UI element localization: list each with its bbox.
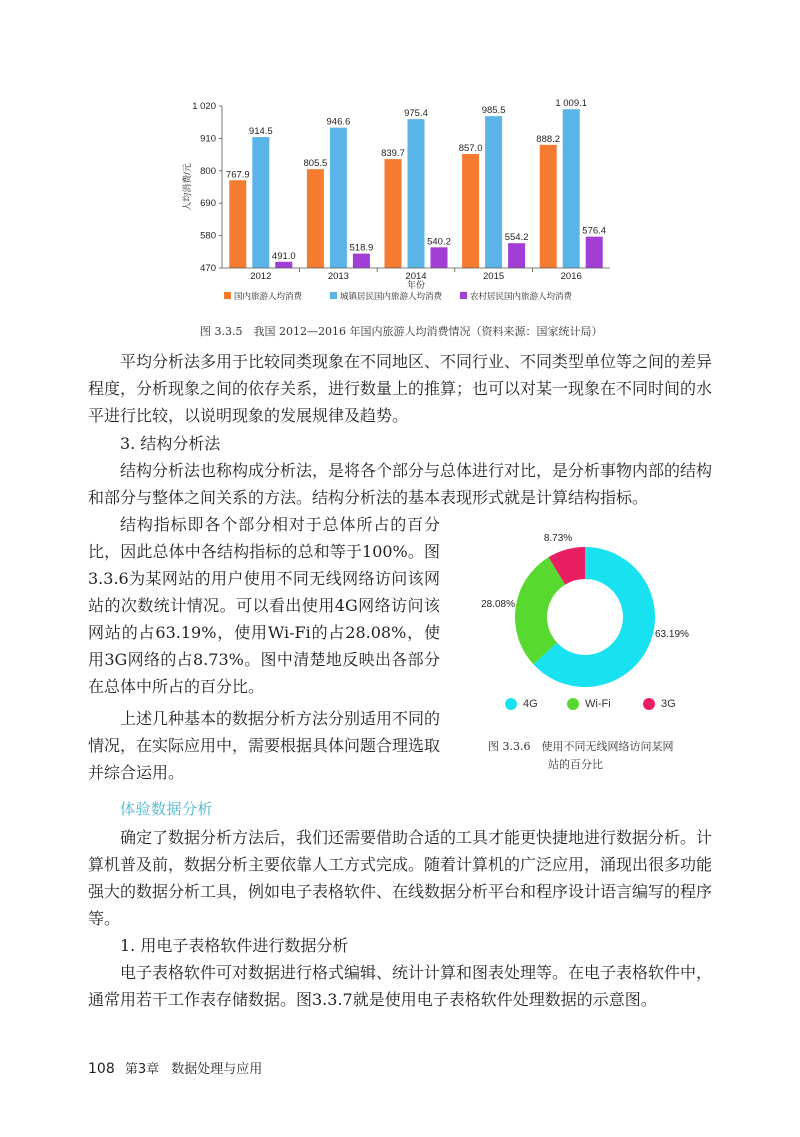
- chapter-title: 数据处理与应用: [171, 1062, 263, 1077]
- bar-value-label: 805.5: [303, 158, 328, 170]
- bar-2012-series-1: [229, 180, 246, 268]
- bar-2014-series-3: [431, 247, 448, 268]
- donut-figure-caption-line1: 图 3.3.6 使用不同无线网络访问某网: [488, 740, 674, 753]
- bar-x-tick-label: 2015: [483, 271, 505, 282]
- bar-legend-swatch-1: [224, 292, 231, 299]
- bar-2016-series-3: [586, 237, 603, 268]
- paragraph-structure-analysis: 结构分析法也称构成分析法，是将各个部分与总体进行对比，是分析事物内部的结构和部分与整体之间关系的方法。结构分析法的基本表现形式就是计算结构指标。: [88, 461, 713, 507]
- bar-y-tick-label: 580: [200, 230, 216, 242]
- bar-value-label: 914.5: [248, 126, 273, 138]
- paragraph-structure-indicator: 结构指标即各个部分相对于总体所占的百分比，因此总体中各结构指标的总和等于100%。图3.3.6为某网站的用户使用不同无线网络访问该网站的次数统计情况。可以看出使用4G网络访问该网站的占63.19%，使用Wi-Fi的占28.08%，使用3G网络的占8.73%。图中清楚地反映出各部分在总体中所占的百分比。: [88, 515, 440, 696]
- bar-x-tick-label: 2013: [327, 271, 349, 282]
- bar-y-tick-label: 470: [200, 263, 216, 274]
- section-heading-experience: 体验数据分析: [120, 800, 214, 818]
- page-number: 108: [88, 1061, 115, 1077]
- bar-series-group: [226, 98, 606, 268]
- bar-2016-series-2: [563, 109, 580, 268]
- bar-x-axis: [222, 268, 610, 290]
- donut-legend: [505, 698, 705, 714]
- bar-legend-swatch-2: [330, 292, 337, 299]
- donut-figure-caption-line2: 站的百分比: [548, 758, 603, 771]
- paragraph-average-analysis: 平均分析法多用于比较同类现象在不同地区、不同行业、不同类型单位等之间的差异程度，分析现象之间的依存关系，进行数量上的推算；也可以对某一现象在不同时间的水平进行比较，以说明现象的发展规律及趋势。: [88, 352, 713, 425]
- legend-label-3g: 3G: [661, 698, 676, 710]
- bar-value-label: 491.0: [271, 250, 296, 262]
- bar-chart: [180, 92, 625, 324]
- bar-x-tick-label: 2014: [405, 271, 427, 282]
- paragraph-analysis-tools: 确定了数据分析方法后，我们还需要借助合适的工具才能更快捷地进行数据分析。计算机普及前，数据分析主要依靠人工方式完成。随着计算机的广泛应用，涌现出很多功能强大的数据分析工具，例如电子表格软件、在线数据分析平台和程序设计语言编写的程序等。: [88, 828, 713, 928]
- bar-legend-label-1: 国内旅游人均消费: [234, 291, 303, 301]
- donut-slices: [515, 547, 655, 687]
- bar-legend-label-2: 城镇居民国内旅游人均消费: [340, 291, 443, 301]
- bar-value-label: 857.0: [458, 143, 483, 155]
- heading-spreadsheet: 1. 用电子表格软件进行数据分析: [120, 936, 349, 955]
- legend-item-3g: [643, 698, 676, 710]
- page-footer: [88, 1058, 262, 1077]
- heading-structure-analysis: 3. 结构分析法: [120, 434, 221, 453]
- bar-2016-series-1: [540, 145, 557, 268]
- bar-value-label: 888.2: [536, 133, 561, 145]
- bar-y-axis: [181, 101, 222, 274]
- bar-2014-series-1: [385, 159, 402, 268]
- bar-y-tick-label: 690: [200, 198, 216, 210]
- bar-2015-series-1: [462, 154, 479, 268]
- bar-value-label: 839.7: [381, 148, 405, 160]
- bar-y-tick-label: 910: [200, 133, 216, 145]
- legend-item-4g: [505, 698, 538, 710]
- bar-value-label: 518.9: [349, 242, 374, 254]
- donut-chart: [470, 525, 700, 725]
- bar-value-label: 975.4: [404, 108, 428, 120]
- bar-2015-series-3: [508, 243, 525, 268]
- bar-2012-series-2: [252, 137, 269, 268]
- donut-value-label: 63.19%: [655, 629, 689, 640]
- bar-value-label: 767.9: [225, 169, 250, 181]
- bar-x-tick-label: 2016: [560, 271, 582, 282]
- bar-value-label: 576.4: [582, 225, 607, 237]
- bar-y-tick-label: 800: [200, 165, 216, 177]
- bar-2013-series-1: [307, 169, 324, 268]
- bar-value-label: 985.5: [481, 105, 506, 117]
- paragraph-methods-usage: 上述几种基本的数据分析方法分别适用不同的情况，在实际应用中，需要根据具体问题合理选取并综合运用。: [88, 709, 441, 782]
- bar-value-label: 554.2: [504, 232, 529, 244]
- legend-swatch-wifi: [567, 698, 579, 710]
- legend-swatch-3g: [643, 698, 655, 710]
- bar-2013-series-3: [353, 254, 370, 268]
- donut-value-label: 28.08%: [481, 599, 515, 610]
- bar-2012-series-3: [275, 262, 292, 268]
- bar-legend-swatch-3: [460, 292, 467, 299]
- legend-item-wifi: [567, 698, 611, 710]
- bar-y-tick-label: 1 020: [192, 101, 216, 112]
- bar-y-axis-label: 人均消费/元: [182, 163, 192, 211]
- legend-swatch-4g: [505, 698, 517, 710]
- bar-figure-caption: 图 3.3.5 我国 2012—2016 年国内旅游人均消费情况（资料来源：国家统计局）: [200, 325, 603, 338]
- donut-value-label: 8.73%: [543, 533, 573, 544]
- bar-2014-series-2: [408, 119, 425, 268]
- bar-value-label: 1 009.1: [555, 98, 588, 110]
- bar-value-label: 946.6: [326, 116, 351, 128]
- paragraph-spreadsheet: 电子表格软件可对数据进行格式编辑、统计计算和图表处理等。在电子表格软件中，通常用若干工作表存储数据。图3.3.7就是使用电子表格软件处理数据的示意图。: [88, 963, 713, 1009]
- bar-x-axis-label: 年份: [406, 280, 426, 290]
- bar-value-label: 540.2: [427, 236, 451, 248]
- bar-2015-series-2: [485, 116, 502, 268]
- bar-legend: [224, 291, 573, 301]
- legend-label-wifi: Wi-Fi: [585, 698, 611, 710]
- bar-2013-series-2: [330, 128, 347, 268]
- chapter-label: 第3章: [124, 1062, 160, 1077]
- bar-legend-label-3: 农村居民国内旅游人均消费: [470, 291, 573, 301]
- legend-label-4g: 4G: [523, 698, 538, 710]
- bar-x-tick-label: 2012: [250, 271, 272, 282]
